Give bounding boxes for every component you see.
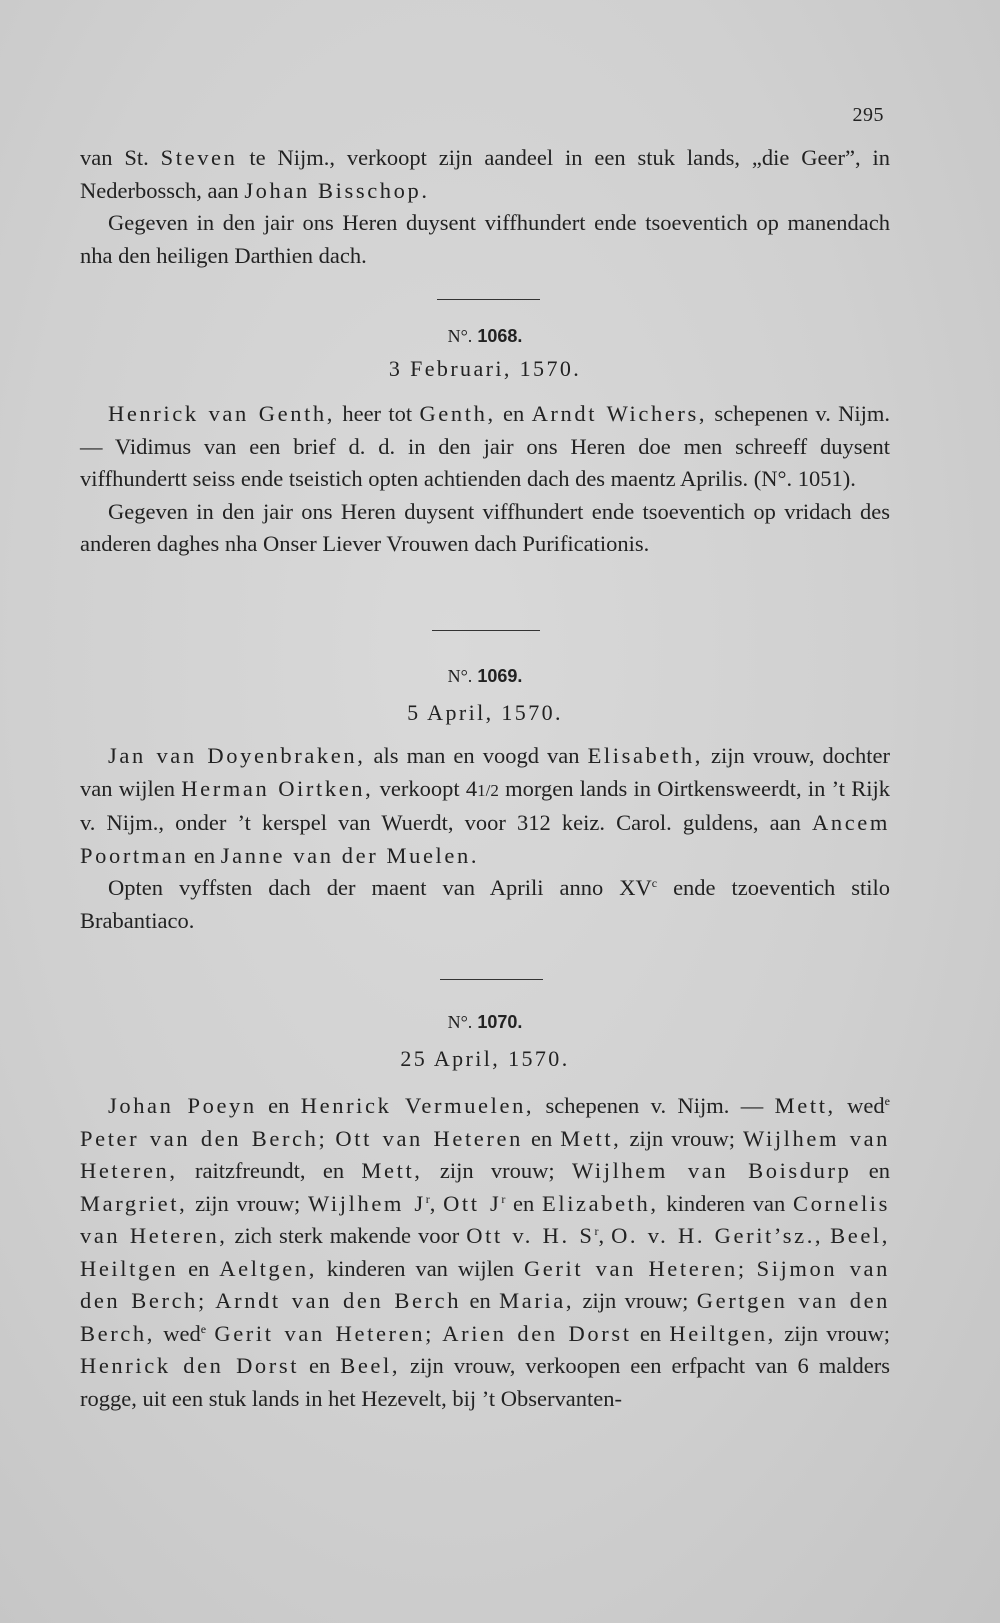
entry-date-1069: 5 April, 1570. (407, 700, 563, 725)
divider-rule (432, 630, 540, 631)
spaced-name: O. v. H. Gerit’sz., (611, 1223, 824, 1248)
superscript: r (594, 1224, 599, 1238)
spaced-name: Arien den Dorst (442, 1320, 632, 1346)
entry-text-1068 (80, 398, 890, 561)
spaced-name: Beel, Heiltgen (80, 1223, 891, 1281)
text-run: zijn vrouw; (574, 1288, 697, 1313)
entry-1069-dating-clause: Opten vyffsten dach der maent van Aprili anno $XV^c$ ende tzoeventich stilo Brabantiaco. (80, 875, 890, 933)
text-run: , (429, 1190, 444, 1216)
text-run (434, 1321, 442, 1346)
spaced-name: Maria, (499, 1288, 575, 1313)
entry-1069-summary: Jan van Doyenbraken, als man en voogd van Elisabeth, zijn vrouw, dochter van wijlen Herman Oirtken, verkoopt 41/2 morgen lands in Oirtkensweerdt, in ’t Rijk v. Nijm., onder ’t kerspel van Wuerdt, voor 312 keiz. Carol. guldens, aan Ancem Poortman en Janne van der Muelen. (80, 743, 890, 868)
text-run: kinderen van wijlen (316, 1255, 524, 1281)
entry-1070-summary (80, 1090, 890, 1415)
spaced-name: Sijmon van den Berch; (80, 1255, 890, 1313)
text-run: en (178, 1255, 220, 1281)
entry-date-1070: 25 April, 1570. (400, 1046, 570, 1071)
spaced-name: Mett, (361, 1158, 423, 1183)
text-run (747, 1256, 757, 1281)
text-run: en (461, 1288, 500, 1313)
spaced-name: Gerit van Heteren; (523, 1255, 747, 1281)
text-run: en (522, 1125, 561, 1151)
text-run: , (598, 1223, 612, 1248)
spaced-name: Mett, (774, 1093, 836, 1118)
superscript: e (884, 1094, 890, 1108)
entry-text-1069 (80, 740, 890, 937)
spaced-name: Ott v. H. S (466, 1223, 595, 1248)
text-run: wed (835, 1093, 885, 1118)
spaced-name: Aeltgen, (219, 1255, 317, 1281)
text-run: en (505, 1190, 542, 1216)
entry-1068-summary: Henrick van Genth, heer tot Genth, en Arndt Wichers, schepenen v. Nijm. — Vidimus van een brief d. d. in den jair ons Heren doe men schreeff duysent viffhundertt seiss ende tseistich opten achtienden dach des maentz Aprilis. (N°. 1051). (80, 401, 891, 491)
spaced-name: Wijlhem J (308, 1190, 426, 1216)
text-run: zijn vrouw; (775, 1320, 890, 1346)
superscript: r (501, 1191, 506, 1206)
text-run: zijn vrouw; (187, 1190, 308, 1216)
spaced-name: Johan Poeyn (108, 1093, 257, 1118)
spaced-name: Beel, (340, 1353, 401, 1378)
text-run: schepenen v. Nijm. — (534, 1093, 775, 1118)
entry-number-1070: N°. 1070. (447, 1012, 523, 1032)
spaced-name: Peter van den Berch; (80, 1125, 328, 1151)
divider-rule (440, 979, 543, 980)
text-run: zich sterk makende voor (227, 1223, 467, 1248)
spaced-name: Cornelis van Heteren, (80, 1190, 891, 1248)
text-run: raitzfreundt, en (177, 1158, 362, 1183)
spaced-name: Heiltgen, (669, 1320, 776, 1346)
text-run: en (631, 1320, 670, 1346)
text-run: zijn vrouw; (422, 1158, 572, 1183)
entry-date-1068: 3 Februari, 1570. (388, 356, 582, 381)
text-run: zijn vrouw, verkoopen een erfpacht van 6 malders rogge, uit een stuk lands in het Hezevelt, bij ’t Observanten- (80, 1353, 890, 1411)
divider-rule (437, 299, 540, 300)
text-run: zijn vrouw; (621, 1125, 744, 1151)
spaced-name: Gerit van Heteren; (214, 1320, 434, 1346)
spaced-name: Wijlhem van Boisdurp (571, 1158, 852, 1183)
text-run: en (851, 1158, 890, 1183)
superscript: e (200, 1321, 207, 1336)
text-run: kinderen van (658, 1190, 793, 1216)
spaced-name: Mett, (560, 1125, 622, 1151)
entry-number-1068: N°. 1068. (447, 326, 523, 346)
intro-paragraph: van St. Steven te Nijm., verkoopt zijn aandeel in een stuk lands, „die Geer”, in Nederbossch, aan Johan Bisschop. (80, 145, 890, 203)
spaced-name: Henrick den Dorst (80, 1353, 300, 1378)
text-run: en (256, 1093, 301, 1118)
spaced-name: Ott J (443, 1190, 502, 1216)
fraction: 1/2 (477, 780, 499, 800)
entry-text-1070 (80, 1090, 890, 1415)
spaced-name: Elizabeth, (542, 1190, 659, 1216)
entry-number-1069: N°. 1069. (447, 666, 523, 686)
text-run: en (299, 1353, 341, 1378)
superscript: r (425, 1191, 430, 1206)
spaced-name: Henrick Vermuelen, (300, 1093, 535, 1118)
text-run: wed (154, 1320, 201, 1346)
spaced-name: Arndt van den Berch (215, 1288, 462, 1313)
spaced-name: Gertgen van den Berch, (80, 1288, 891, 1346)
intro-text (80, 142, 890, 272)
spaced-name: Margriet, (80, 1190, 188, 1216)
spaced-name: Ott van Heteren (335, 1125, 523, 1151)
spaced-name: Wijlhem van Heteren, (80, 1125, 891, 1183)
intro-dating-clause: Gegeven in den jair ons Heren duysent viffhundert ende tsoeventich op manendach nha den heiligen Darthien dach. (80, 210, 890, 268)
page-number: 295 (852, 104, 884, 126)
entry-1068-dating-clause: Gegeven in den jair ons Heren duysent viffhundert ende tsoeventich op vridach des anderen daghes nha Onser Liever Vrouwen dach Purificationis. (80, 498, 890, 556)
